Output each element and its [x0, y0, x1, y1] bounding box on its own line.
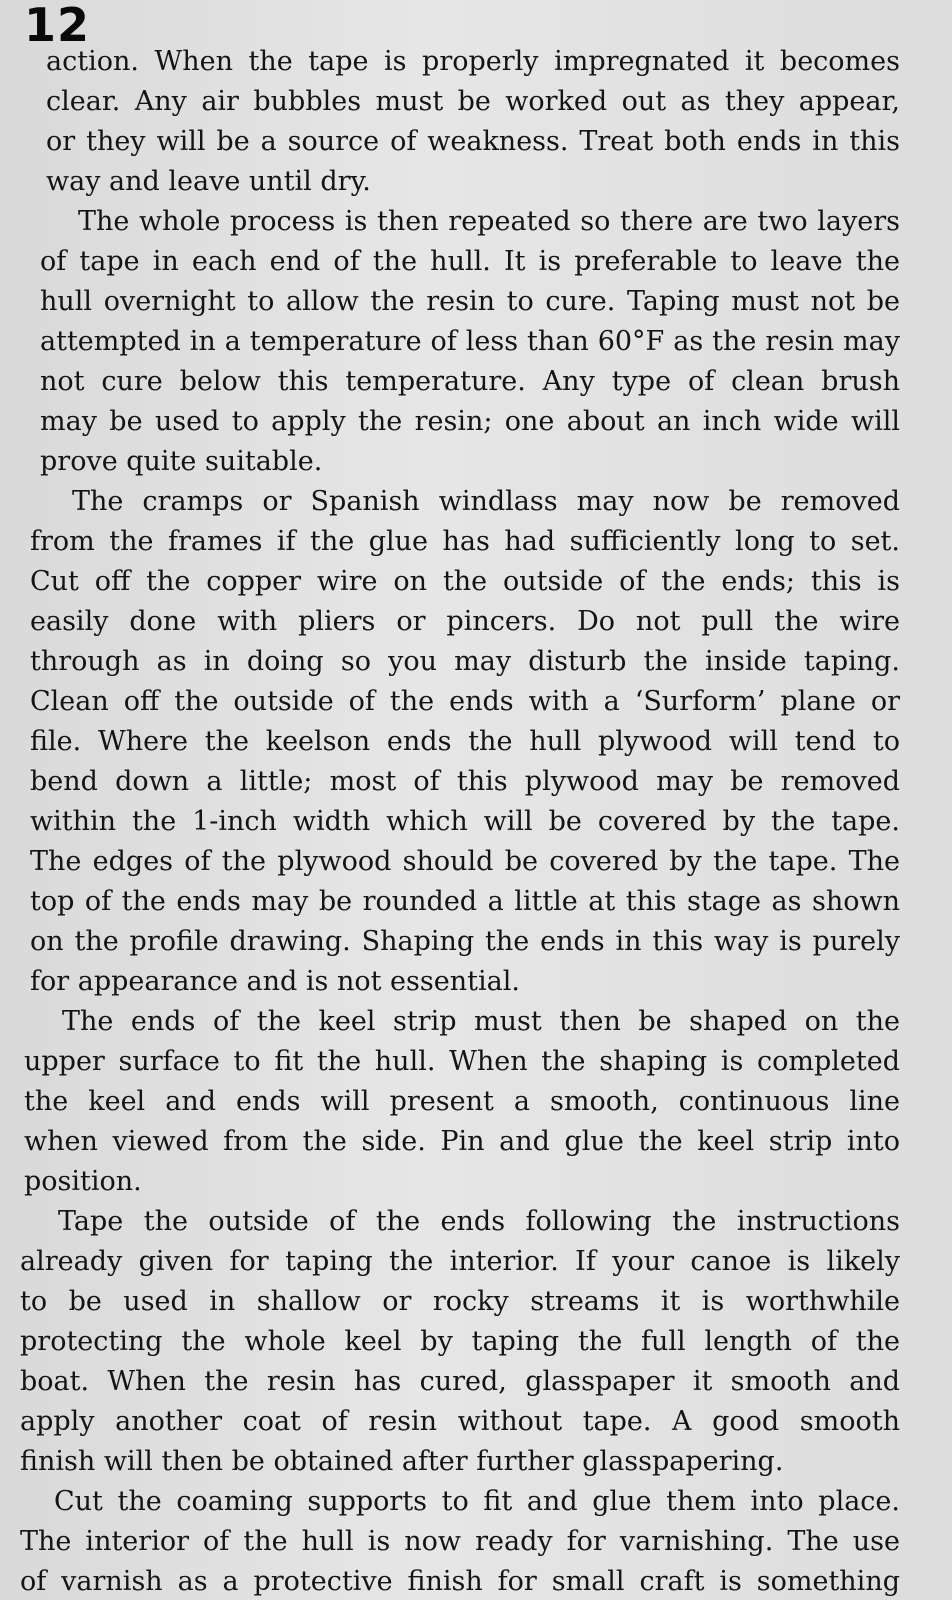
text-line: The edges of the plywood should be covered by the tape. The — [30, 846, 900, 877]
text-line: within the 1-inch width which will be covered by the tape. — [30, 806, 900, 837]
text-line: way and leave until dry. — [46, 166, 371, 197]
paragraph-5 — [20, 1202, 900, 1482]
paragraph-4 — [20, 1002, 900, 1202]
text-line: Clean off the outside of the ends with a ‘Surform’ plane or — [30, 686, 900, 717]
text-line: the keel and ends will present a smooth, continuous line — [24, 1086, 900, 1117]
body-text — [20, 42, 900, 1600]
text-line: prove quite suitable. — [40, 446, 323, 477]
text-line: upper surface to fit the hull. When the shaping is completed — [24, 1046, 900, 1077]
text-line: easily done with pliers or pincers. Do not pull the wire — [30, 606, 900, 637]
text-line: top of the ends may be rounded a little at this stage as shown — [30, 886, 900, 917]
text-line: of varnish as a protective finish for small craft is something — [20, 1566, 900, 1597]
text-line: of tape in each end of the hull. It is preferable to leave the — [40, 246, 900, 277]
text-line: file. Where the keelson ends the hull plywood will tend to — [30, 726, 900, 757]
text-line: hull overnight to allow the resin to cure. Taping must not be — [40, 286, 900, 317]
text-line: on the profile drawing. Shaping the ends in this way is purely — [30, 926, 900, 957]
text-line: boat. When the resin has cured, glasspaper it smooth and — [20, 1366, 900, 1397]
text-line: for appearance and is not essential. — [30, 966, 520, 997]
text-line: Cut the coaming supports to fit and glue them into place. — [54, 1486, 900, 1517]
text-line: action. When the tape is properly impregnated it becomes — [46, 46, 900, 77]
text-line: when viewed from the side. Pin and glue the keel strip into — [24, 1126, 900, 1157]
text-line: The whole process is then repeated so there are two layers — [78, 206, 900, 237]
text-line: clear. Any air bubbles must be worked out as they appear, — [46, 86, 900, 117]
text-line: The cramps or Spanish windlass may now be removed — [72, 486, 900, 517]
text-line: Tape the outside of the ends following the instructions — [58, 1206, 900, 1237]
text-line: may be used to apply the resin; one about an inch wide will — [40, 406, 900, 437]
page-number: 12 — [24, 0, 91, 52]
text-line: The interior of the hull is now ready for varnishing. The use — [20, 1526, 900, 1557]
paragraph-3 — [20, 482, 900, 1002]
paragraph-6 — [20, 1482, 900, 1600]
text-line: Cut off the copper wire on the outside of the ends; this is — [30, 566, 900, 597]
text-line: apply another coat of resin without tape. A good smooth — [20, 1406, 900, 1437]
text-line: bend down a little; most of this plywood may be removed — [30, 766, 900, 797]
text-line: not cure below this temperature. Any type of clean brush — [40, 366, 900, 397]
text-line: through as in doing so you may disturb the inside taping. — [30, 646, 900, 677]
text-line: already given for taping the interior. If your canoe is likely — [20, 1246, 900, 1277]
text-line: finish will then be obtained after further glasspapering. — [20, 1446, 784, 1477]
text-line: or they will be a source of weakness. Treat both ends in this — [46, 126, 900, 157]
paragraph-1 — [20, 42, 900, 202]
text-line: protecting the whole keel by taping the full length of the — [20, 1326, 900, 1357]
text-line: from the frames if the glue has had sufficiently long to set. — [30, 526, 900, 557]
text-line: to be used in shallow or rocky streams it is worthwhile — [20, 1286, 900, 1317]
paragraph-2 — [20, 202, 900, 482]
text-line: attempted in a temperature of less than 60°F as the resin may — [40, 326, 900, 357]
text-line: The ends of the keel strip must then be shaped on the — [62, 1006, 900, 1037]
text-line: position. — [24, 1166, 142, 1197]
